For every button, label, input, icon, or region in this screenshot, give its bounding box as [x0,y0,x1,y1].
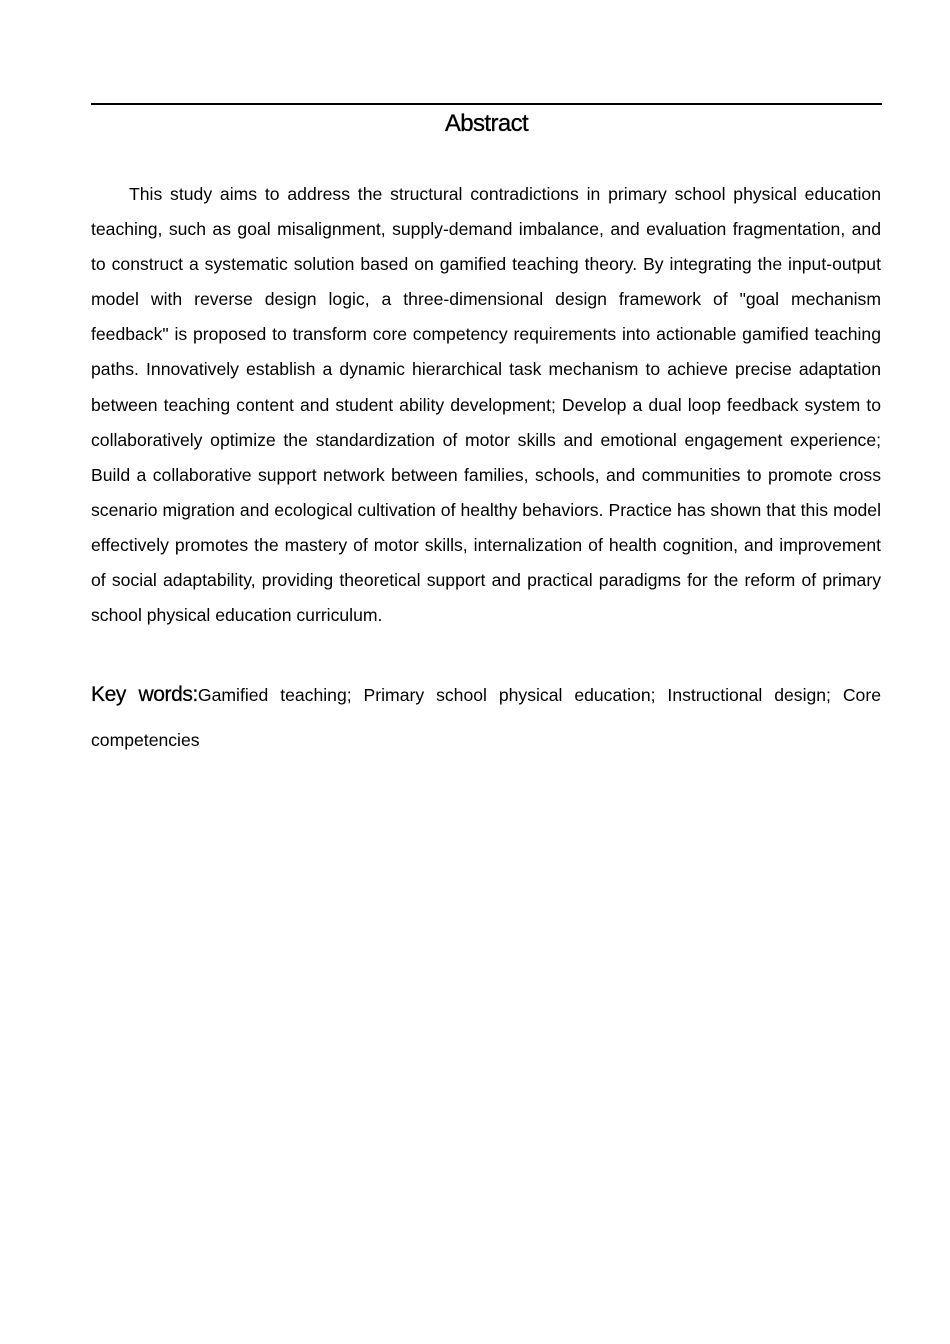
keywords-section [91,672,881,763]
keywords-value: Gamified teaching; Primary school physical education; Instructional design; Core competencies [91,685,881,750]
keywords-label: Key words: [91,683,198,706]
abstract-body: This study aims to address the structural contradictions in primary school physical education teaching, such as goal misalignment, supply-demand imbalance, and evaluation fragmentation, and to construct a systematic solution based on gamified teaching theory. By integrating the input-output model with reverse design logic, a three-dimensional design framework of "goal mechanism feedback" is proposed to transform core competency requirements into actionable gamified teaching paths. Innovatively establish a dynamic hierarchical task mechanism to achieve precise adaptation between teaching content and student ability development; Develop a dual loop feedback system to collaboratively optimize the standardization of motor skills and emotional engagement experience; Build a collaborative support network between families, schools, and communities to promote cross scenario migration and ecological cultivation of healthy behaviors. Practice has shown that this model effectively promotes the mastery of motor skills, internalization of health cognition, and improvement of social adaptability, providing theoretical support and practical paradigms for the reform of primary school physical education curriculum. [91,184,881,626]
header-rule [91,103,882,105]
abstract-title: Abstract [444,110,529,137]
